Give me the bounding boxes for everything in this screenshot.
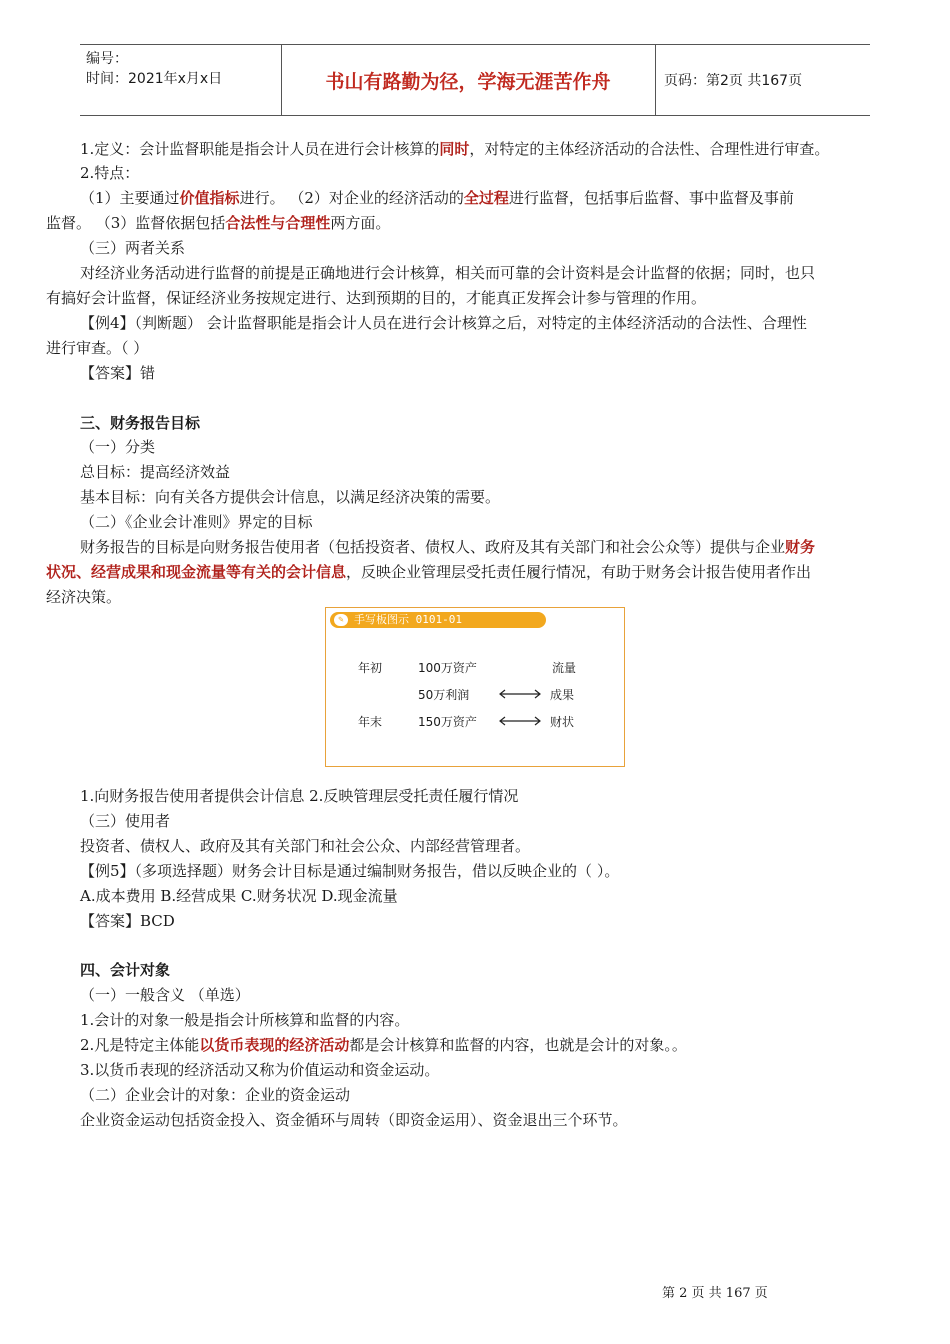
double-arrow-icon (497, 715, 543, 727)
text-line: 1.向财务报告使用者提供会计信息 2.反映管理层受托责任履行情况 (80, 787, 519, 805)
page-footer: 第 2 页 共 167 页 (662, 1286, 768, 1301)
text-line: 【例4】（判断题） 会计监督职能是指会计人员在进行会计核算之后，对特定的主体经济活动的合法性、合理性 (80, 314, 807, 332)
label-profit: 50万利润 (418, 688, 470, 702)
text-line: （二）企业会计的对象：企业的资金运动 (80, 1086, 351, 1104)
code-label: 编号： (86, 51, 128, 67)
text-line: 总目标：提高经济效益 (80, 463, 231, 481)
text-line: 监督。 （3）监督依据包括合法性与合理性两方面。 (46, 214, 391, 232)
text-line: （三）两者关系 (80, 239, 186, 257)
label-assets-start: 100万资产 (418, 661, 477, 675)
text-line: 状况、经营成果和现金流量等有关的会计信息，反映企业管理层受托责任履行情况，有助于财务会计报告使用者作出 (46, 563, 812, 581)
double-arrow-icon (497, 688, 543, 700)
diagram-tag: ✎ 手写板图示 0101-01 (330, 612, 546, 628)
text-line: 有搞好会计监督，保证经济业务按规定进行、达到预期的目的，才能真正发挥会计参与管理的作用。 (46, 289, 707, 307)
text-line: A.成本费用 B.经营成果 C.财务状况 D.现金流量 (80, 887, 398, 905)
text-line: （一）分类 (80, 438, 156, 456)
text-line: 【答案】错 (80, 364, 156, 382)
text-line: 1.定义：会计监督职能是指会计人员在进行会计核算的同时，对特定的主体经济活动的合法性、合理性进行审查。 (80, 140, 830, 158)
text-line: 进行审查。（ ） (46, 339, 149, 357)
text-line: 基本目标：向有关各方提供会计信息，以满足经济决策的需要。 (80, 488, 501, 506)
text-line: 对经济业务活动进行监督的前提是正确地进行会计核算，相关而可靠的会计资料是会计监督的依据；同时，也只 (80, 264, 816, 282)
text-line: 财务报告的目标是向财务报告使用者（包括投资者、债权人、政府及其有关部门和社会公众等）提供与企业财务 (80, 538, 816, 556)
header-page-code: 页码：第2页 共167页 (664, 73, 803, 89)
header-meta (86, 49, 281, 89)
text-line: 3.以货币表现的经济活动又称为价值运动和资金运动。 (80, 1061, 440, 1079)
label-flow: 流量 (552, 661, 577, 675)
section-heading: 四、会计对象 (80, 961, 171, 979)
text-line: 2.特点： (80, 164, 140, 182)
header-divider (655, 45, 656, 115)
text-line: 企业资金运动包括资金投入、资金循环与周转（即资金运用）、资金退出三个环节。 (80, 1111, 628, 1129)
text-line: （1）主要通过价值指标进行。 （2）对企业的经济活动的全过程进行监督，包括事后监督、事中监督及事前 (80, 189, 794, 207)
label-assets-end: 150万资产 (418, 715, 477, 729)
text-line: 投资者、债权人、政府及其有关部门和社会公众、内部经营管理者。 (80, 837, 531, 855)
time-label: 时间：2021年x月x日 (86, 71, 223, 87)
label-result: 成果 (550, 688, 575, 702)
text-line: （一）一般含义 （单选） (80, 986, 250, 1004)
text-line: 【例5】（多项选择题）财务会计目标是通过编制财务报告，借以反映企业的（ ）。 (80, 862, 620, 880)
pen-icon: ✎ (334, 614, 348, 626)
label-status: 财状 (550, 715, 575, 729)
header-motto: 书山有路勤为径，学海无涯苦作舟 (325, 70, 611, 93)
label-start: 年初 (358, 661, 383, 675)
label-end: 年末 (358, 715, 383, 729)
handwriting-diagram (325, 607, 625, 767)
text-line: 1.会计的对象一般是指会计所核算和监督的内容。 (80, 1011, 410, 1029)
page-header (80, 44, 870, 116)
text-line: （二）《企业会计准则》界定的目标 (80, 513, 313, 531)
text-line: （三）使用者 (80, 812, 171, 830)
text-line: 【答案】BCD (80, 912, 175, 930)
section-heading: 三、财务报告目标 (80, 414, 201, 432)
text-line: 2.凡是特定主体能以货币表现的经济活动都是会计核算和监督的内容，也就是会计的对象。。 (80, 1036, 687, 1054)
text-line: 经济决策。 (46, 588, 122, 606)
